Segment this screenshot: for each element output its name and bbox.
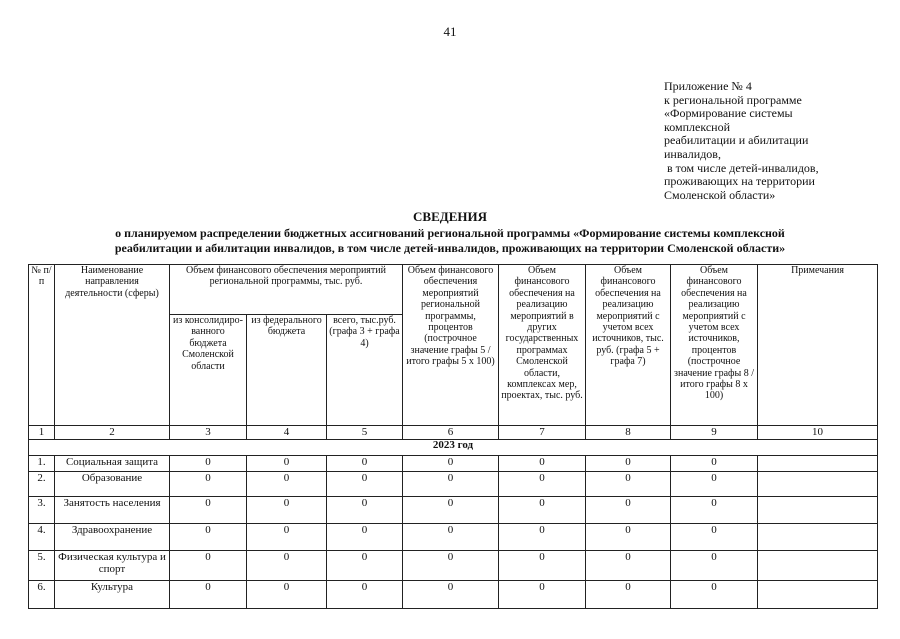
appendix-line: реабилитации и абилитации bbox=[664, 133, 809, 148]
column-number: 2 bbox=[55, 426, 170, 440]
header-other-programs: Объем финансового обеспечения на реализацию мероприятий в других государственных программах Смоленской области, комплексах мер, проектах, тыс. руб. bbox=[499, 265, 586, 426]
cell-value: 0 bbox=[499, 472, 586, 497]
row-number: 2. bbox=[29, 472, 55, 497]
cell-value: 0 bbox=[247, 497, 327, 524]
cell-value: 0 bbox=[170, 524, 247, 551]
column-number: 1 bbox=[29, 426, 55, 440]
cell-value: 0 bbox=[586, 456, 671, 472]
cell-value: 0 bbox=[170, 497, 247, 524]
row-name: Культура bbox=[55, 581, 170, 609]
cell-note bbox=[758, 497, 878, 524]
row-name: Занятость населения bbox=[55, 497, 170, 524]
column-number: 10 bbox=[758, 426, 878, 440]
cell-value: 0 bbox=[586, 472, 671, 497]
subtitle-line-2: реабилитации и абилитации инвалидов, в том числе детей-инвалидов, проживающих на территории Смоленской области» bbox=[114, 240, 786, 255]
cell-value: 0 bbox=[586, 497, 671, 524]
cell-value: 0 bbox=[403, 551, 499, 581]
cell-value: 0 bbox=[671, 524, 758, 551]
appendix-line: «Формирование системы bbox=[664, 106, 793, 121]
cell-value: 0 bbox=[499, 524, 586, 551]
appendix-note bbox=[664, 80, 894, 202]
row-number: 1. bbox=[29, 456, 55, 472]
header-number: № п/п bbox=[29, 265, 55, 426]
cell-note bbox=[758, 581, 878, 609]
column-number: 3 bbox=[170, 426, 247, 440]
cell-value: 0 bbox=[499, 581, 586, 609]
cell-value: 0 bbox=[586, 581, 671, 609]
cell-value: 0 bbox=[327, 581, 403, 609]
cell-value: 0 bbox=[671, 551, 758, 581]
cell-value: 0 bbox=[247, 456, 327, 472]
appendix-line: комплексной bbox=[664, 119, 731, 134]
row-number: 3. bbox=[29, 497, 55, 524]
header-funding-group: Объем финансового обеспечения мероприятий региональной программы, тыс. руб. bbox=[170, 265, 403, 315]
header-regional-budget: из консолидиро-ванного бюджета Смоленской области bbox=[170, 315, 247, 426]
row-name: Социальная защита bbox=[55, 456, 170, 472]
appendix-line: инвалидов, bbox=[664, 146, 721, 161]
column-number: 8 bbox=[586, 426, 671, 440]
cell-value: 0 bbox=[403, 472, 499, 497]
column-number-row bbox=[29, 426, 878, 440]
table-row bbox=[29, 456, 878, 472]
table-row bbox=[29, 472, 878, 497]
header-all-sources-percent: Объем финансового обеспечения на реализацию мероприятий с учетом всех источников, процентов (построчное значение графы 8 / итого графы 8 х 100) bbox=[671, 265, 758, 426]
budget-table bbox=[28, 264, 878, 609]
cell-value: 0 bbox=[403, 456, 499, 472]
cell-value: 0 bbox=[170, 456, 247, 472]
cell-value: 0 bbox=[586, 524, 671, 551]
cell-value: 0 bbox=[327, 524, 403, 551]
header-total: всего, тыс.руб. (графа 3 + графа 4) bbox=[327, 315, 403, 426]
row-name: Здравоохранение bbox=[55, 524, 170, 551]
cell-note bbox=[758, 524, 878, 551]
table-row bbox=[29, 581, 878, 609]
table-row bbox=[29, 551, 878, 581]
appendix-line: Приложение № 4 bbox=[664, 79, 752, 93]
cell-value: 0 bbox=[170, 472, 247, 497]
appendix-line: Смоленской области» bbox=[664, 187, 776, 202]
appendix-line: в том числе детей-инвалидов, bbox=[667, 160, 819, 175]
row-number: 5. bbox=[29, 551, 55, 581]
cell-value: 0 bbox=[170, 551, 247, 581]
cell-value: 0 bbox=[403, 497, 499, 524]
header-notes: Примечания bbox=[758, 265, 878, 426]
subtitle-line-1: о планируемом распределении бюджетных ассигнований региональной программы «Формирование системы комплексной bbox=[115, 226, 785, 240]
cell-value: 0 bbox=[327, 472, 403, 497]
header-row-1 bbox=[29, 265, 878, 315]
section-row bbox=[29, 440, 878, 456]
document-title: СВЕДЕНИЯ bbox=[413, 209, 487, 224]
row-number: 6. bbox=[29, 581, 55, 609]
cell-value: 0 bbox=[671, 497, 758, 524]
cell-value: 0 bbox=[671, 456, 758, 472]
document-subtitle bbox=[40, 226, 860, 255]
page-number: 41 bbox=[443, 24, 457, 39]
cell-value: 0 bbox=[247, 551, 327, 581]
header-percent-program: Объем финансового обеспечения мероприятий региональной программы, процентов (построчное значение графы 5 / итого графы 5 х 100) bbox=[403, 265, 499, 426]
header-federal-budget: из федерального бюджета bbox=[247, 315, 327, 426]
table-row bbox=[29, 497, 878, 524]
cell-value: 0 bbox=[671, 472, 758, 497]
cell-value: 0 bbox=[327, 456, 403, 472]
section-title: 2023 год bbox=[29, 440, 878, 456]
cell-value: 0 bbox=[586, 551, 671, 581]
row-name: Физическая культура и спорт bbox=[55, 551, 170, 581]
cell-value: 0 bbox=[403, 581, 499, 609]
column-number: 6 bbox=[403, 426, 499, 440]
row-number: 4. bbox=[29, 524, 55, 551]
cell-value: 0 bbox=[170, 581, 247, 609]
column-number: 4 bbox=[247, 426, 327, 440]
cell-value: 0 bbox=[247, 472, 327, 497]
column-number: 5 bbox=[327, 426, 403, 440]
cell-value: 0 bbox=[403, 524, 499, 551]
appendix-line: проживающих на территории bbox=[664, 174, 815, 189]
appendix-line: к региональной программе bbox=[664, 92, 802, 107]
column-number: 7 bbox=[499, 426, 586, 440]
cell-value: 0 bbox=[499, 456, 586, 472]
column-number: 9 bbox=[671, 426, 758, 440]
cell-value: 0 bbox=[671, 581, 758, 609]
cell-value: 0 bbox=[247, 524, 327, 551]
cell-value: 0 bbox=[327, 497, 403, 524]
cell-note bbox=[758, 551, 878, 581]
header-all-sources: Объем финансового обеспечения на реализацию мероприятий с учетом всех источников, тыс. руб. (графа 5 + графа 7) bbox=[586, 265, 671, 426]
row-name: Образование bbox=[55, 472, 170, 497]
cell-value: 0 bbox=[499, 497, 586, 524]
cell-value: 0 bbox=[499, 551, 586, 581]
header-direction: Наименование направления деятельности (сферы) bbox=[55, 265, 170, 426]
cell-value: 0 bbox=[247, 581, 327, 609]
cell-note bbox=[758, 456, 878, 472]
cell-value: 0 bbox=[327, 551, 403, 581]
table-row bbox=[29, 524, 878, 551]
cell-note bbox=[758, 472, 878, 497]
